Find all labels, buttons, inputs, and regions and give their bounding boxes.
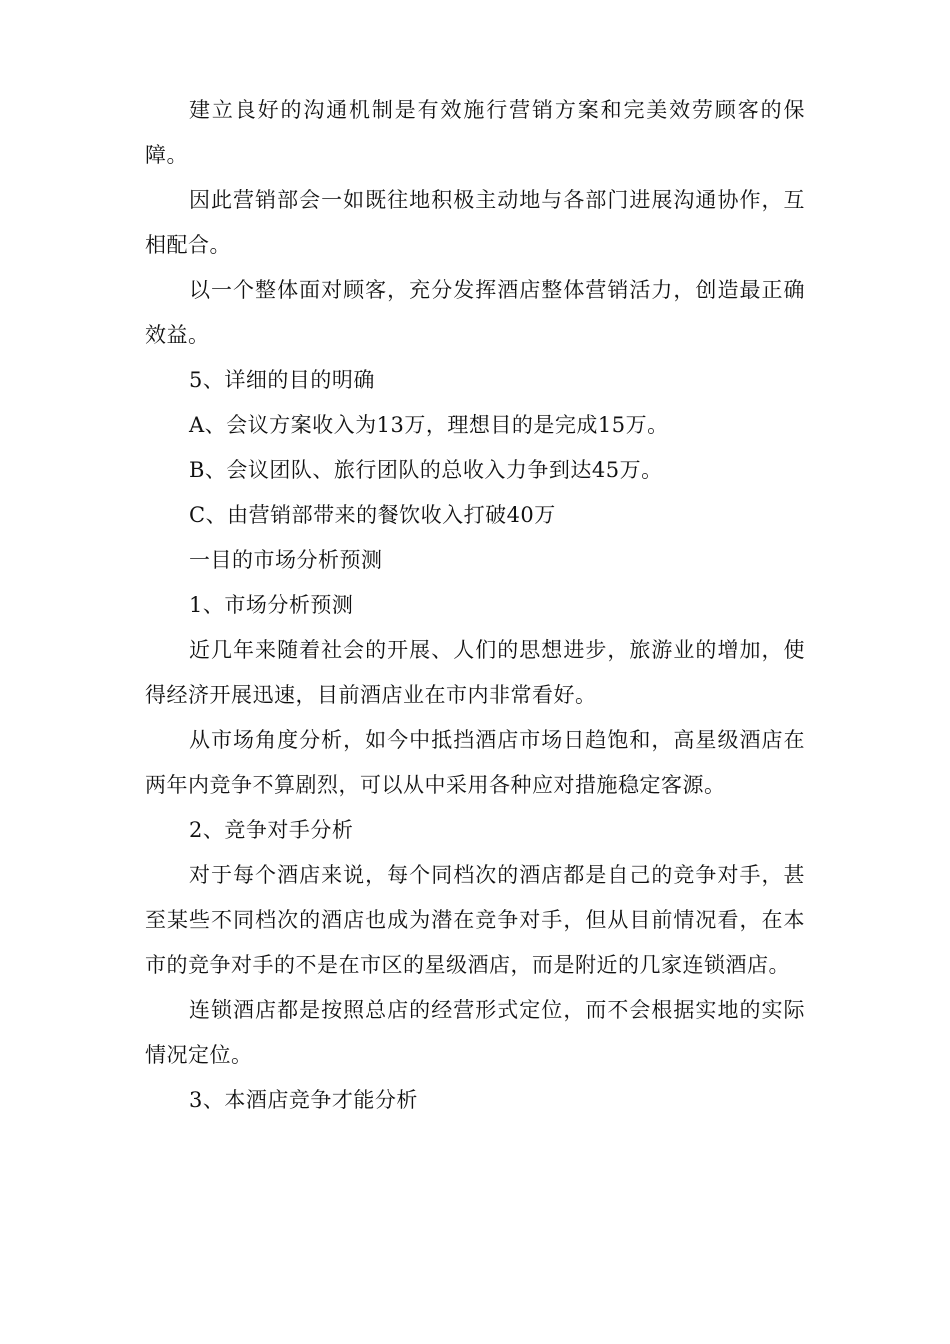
subheading-hotel-capability: 3、本酒店竞争才能分析 xyxy=(189,1088,418,1112)
paragraph-communication-mechanism: 建立良好的沟通机制是有效施行营销方案和完美效劳顾客的保障。 xyxy=(145,98,805,167)
heading-specific-goals: 5、详细的目的明确 xyxy=(189,368,375,392)
paragraph-chain-hotels: 连锁酒店都是按照总店的经营形式定位，而不会根据实地的实际情况定位。 xyxy=(145,998,805,1067)
paragraph-overall-marketing: 以一个整体面对顾客，充分发挥酒店整体营销活力，创造最正确效益。 xyxy=(145,278,805,347)
paragraph-market-perspective: 从市场角度分析，如今中抵挡酒店市场日趋饱和，高星级酒店在两年内竞争不算剧烈，可以从中采用各种应对措施稳定客源。 xyxy=(145,728,805,797)
heading-market-analysis: 一目的市场分析预测 xyxy=(189,548,383,572)
paragraph-competitors: 对于每个酒店来说，每个同档次的酒店都是自己的竞争对手，甚至某些不同档次的酒店也成为潜在竞争对手，但从目前情况看，在本市的竞争对手的不是在市区的星级酒店，而是附近的几家连锁酒店。 xyxy=(145,863,805,977)
paragraph-department-cooperation: 因此营销部会一如既往地积极主动地与各部门进展沟通协作，互相配合。 xyxy=(145,188,805,257)
paragraph-market-trends: 近几年来随着社会的开展、人们的思想进步，旅游业的增加，使得经济开展迅速，目前酒店业在市内非常看好。 xyxy=(145,638,805,707)
list-item-goal-c: C、由营销部带来的餐饮收入打破40万 xyxy=(189,503,556,527)
subheading-market-forecast: 1、市场分析预测 xyxy=(189,593,354,617)
subheading-competitor-analysis: 2、竞争对手分析 xyxy=(189,818,354,842)
list-item-goal-a: A、会议方案收入为13万，理想目的是完成15万。 xyxy=(189,413,669,437)
document-body xyxy=(145,88,805,1123)
list-item-goal-b: B、会议团队、旅行团队的总收入力争到达45万。 xyxy=(189,458,663,482)
